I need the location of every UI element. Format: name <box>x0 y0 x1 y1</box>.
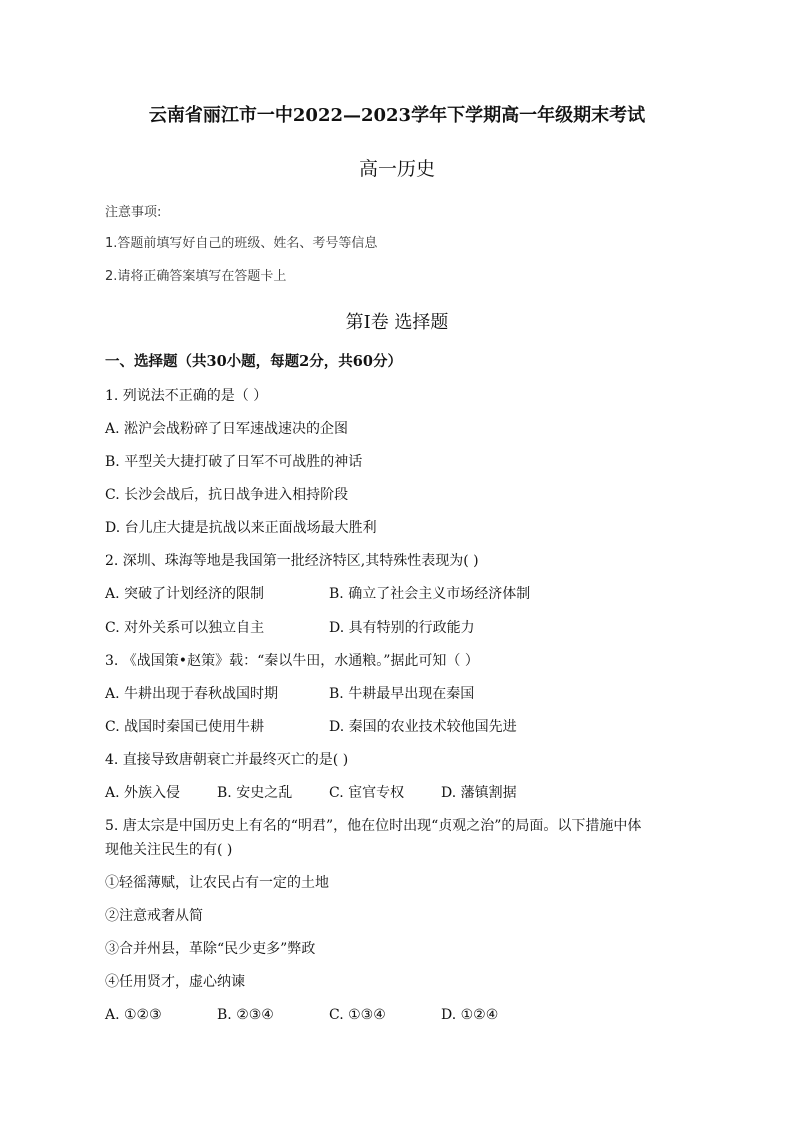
question-2-stem: 2. 深圳、珠海等地是我国第一批经济特区,其特殊性表现为( ) <box>105 553 479 569</box>
question-5-item-4: ④任用贤才，虚心纳谏 <box>105 974 245 990</box>
question-1-option-c: C. 长沙会战后，抗日战争进入相持阶段 <box>105 487 349 503</box>
question-3-option-d: D. 秦国的农业技术较他国先进 <box>329 719 517 735</box>
question-1-stem: 1. 列说法不正确的是（ ） <box>105 388 268 404</box>
section-title: 第Ⅰ卷 选择题 <box>345 312 449 333</box>
question-1-option-a: A. 淞沪会战粉碎了日军速战速决的企图 <box>105 421 349 437</box>
question-4-option-a: A. 外族入侵 <box>105 785 181 801</box>
question-5-item-1: ①轻徭薄赋，让农民占有一定的土地 <box>105 875 329 891</box>
question-5-stem-line-1: 5. 唐太宗是中国历史上有名的“明君”，他在位时出现“贞观之治”的局面。以下措施中体 <box>105 818 642 834</box>
question-2-option-b: B. 确立了社会主义市场经济体制 <box>329 586 531 602</box>
notice-item-2: 2.请将正确答案填写在答题卡上 <box>105 269 287 284</box>
question-3-option-c: C. 战国时秦国已使用牛耕 <box>105 719 265 735</box>
question-2-option-c: C. 对外关系可以独立自主 <box>105 620 265 636</box>
question-3-option-a: A. 牛耕出现于春秋战国时期 <box>105 686 279 702</box>
question-5-item-3: ③合并州县，革除“民少吏多”弊政 <box>105 941 316 957</box>
question-5-option-c: C. ①③④ <box>329 1007 386 1023</box>
part-title: 一、选择题（共30小题，每题2分，共60分） <box>105 353 402 370</box>
question-4-option-c: C. 宦官专权 <box>329 785 405 801</box>
question-3-option-b: B. 牛耕最早出现在秦国 <box>329 686 475 702</box>
exam-title: 云南省丽江市一中2022—2023学年下学期高一年级期末考试 <box>148 105 646 126</box>
question-1-option-b: B. 平型关大捷打破了日军不可战胜的神话 <box>105 454 363 470</box>
question-5-item-2: ②注意戒奢从简 <box>105 908 203 924</box>
question-5-option-a: A. ①②③ <box>105 1007 162 1023</box>
question-2-option-d: D. 具有特别的行政能力 <box>329 620 475 636</box>
question-3-stem: 3. 《战国策•赵策》载：“秦以牛田，水通粮。”据此可知（ ） <box>105 653 479 669</box>
question-4-stem: 4. 直接导致唐朝衰亡并最终灭亡的是( ) <box>105 752 349 768</box>
question-2-option-a: A. 突破了计划经济的限制 <box>105 586 265 602</box>
notice-item-1: 1.答题前填写好自己的班级、姓名、考号等信息 <box>105 236 378 251</box>
question-5-option-b: B. ②③④ <box>217 1007 274 1023</box>
question-1-option-d: D. 台儿庄大捷是抗战以来正面战场最大胜利 <box>105 520 377 536</box>
notice-heading: 注意事项: <box>105 205 162 220</box>
question-4-option-b: B. 安史之乱 <box>217 785 293 801</box>
exam-subject: 高一历史 <box>358 158 435 180</box>
question-4-option-d: D. 藩镇割据 <box>441 785 517 801</box>
question-5-stem-line-2: 现他关注民生的有( ) <box>105 842 233 858</box>
question-5-option-d: D. ①②④ <box>441 1007 499 1023</box>
